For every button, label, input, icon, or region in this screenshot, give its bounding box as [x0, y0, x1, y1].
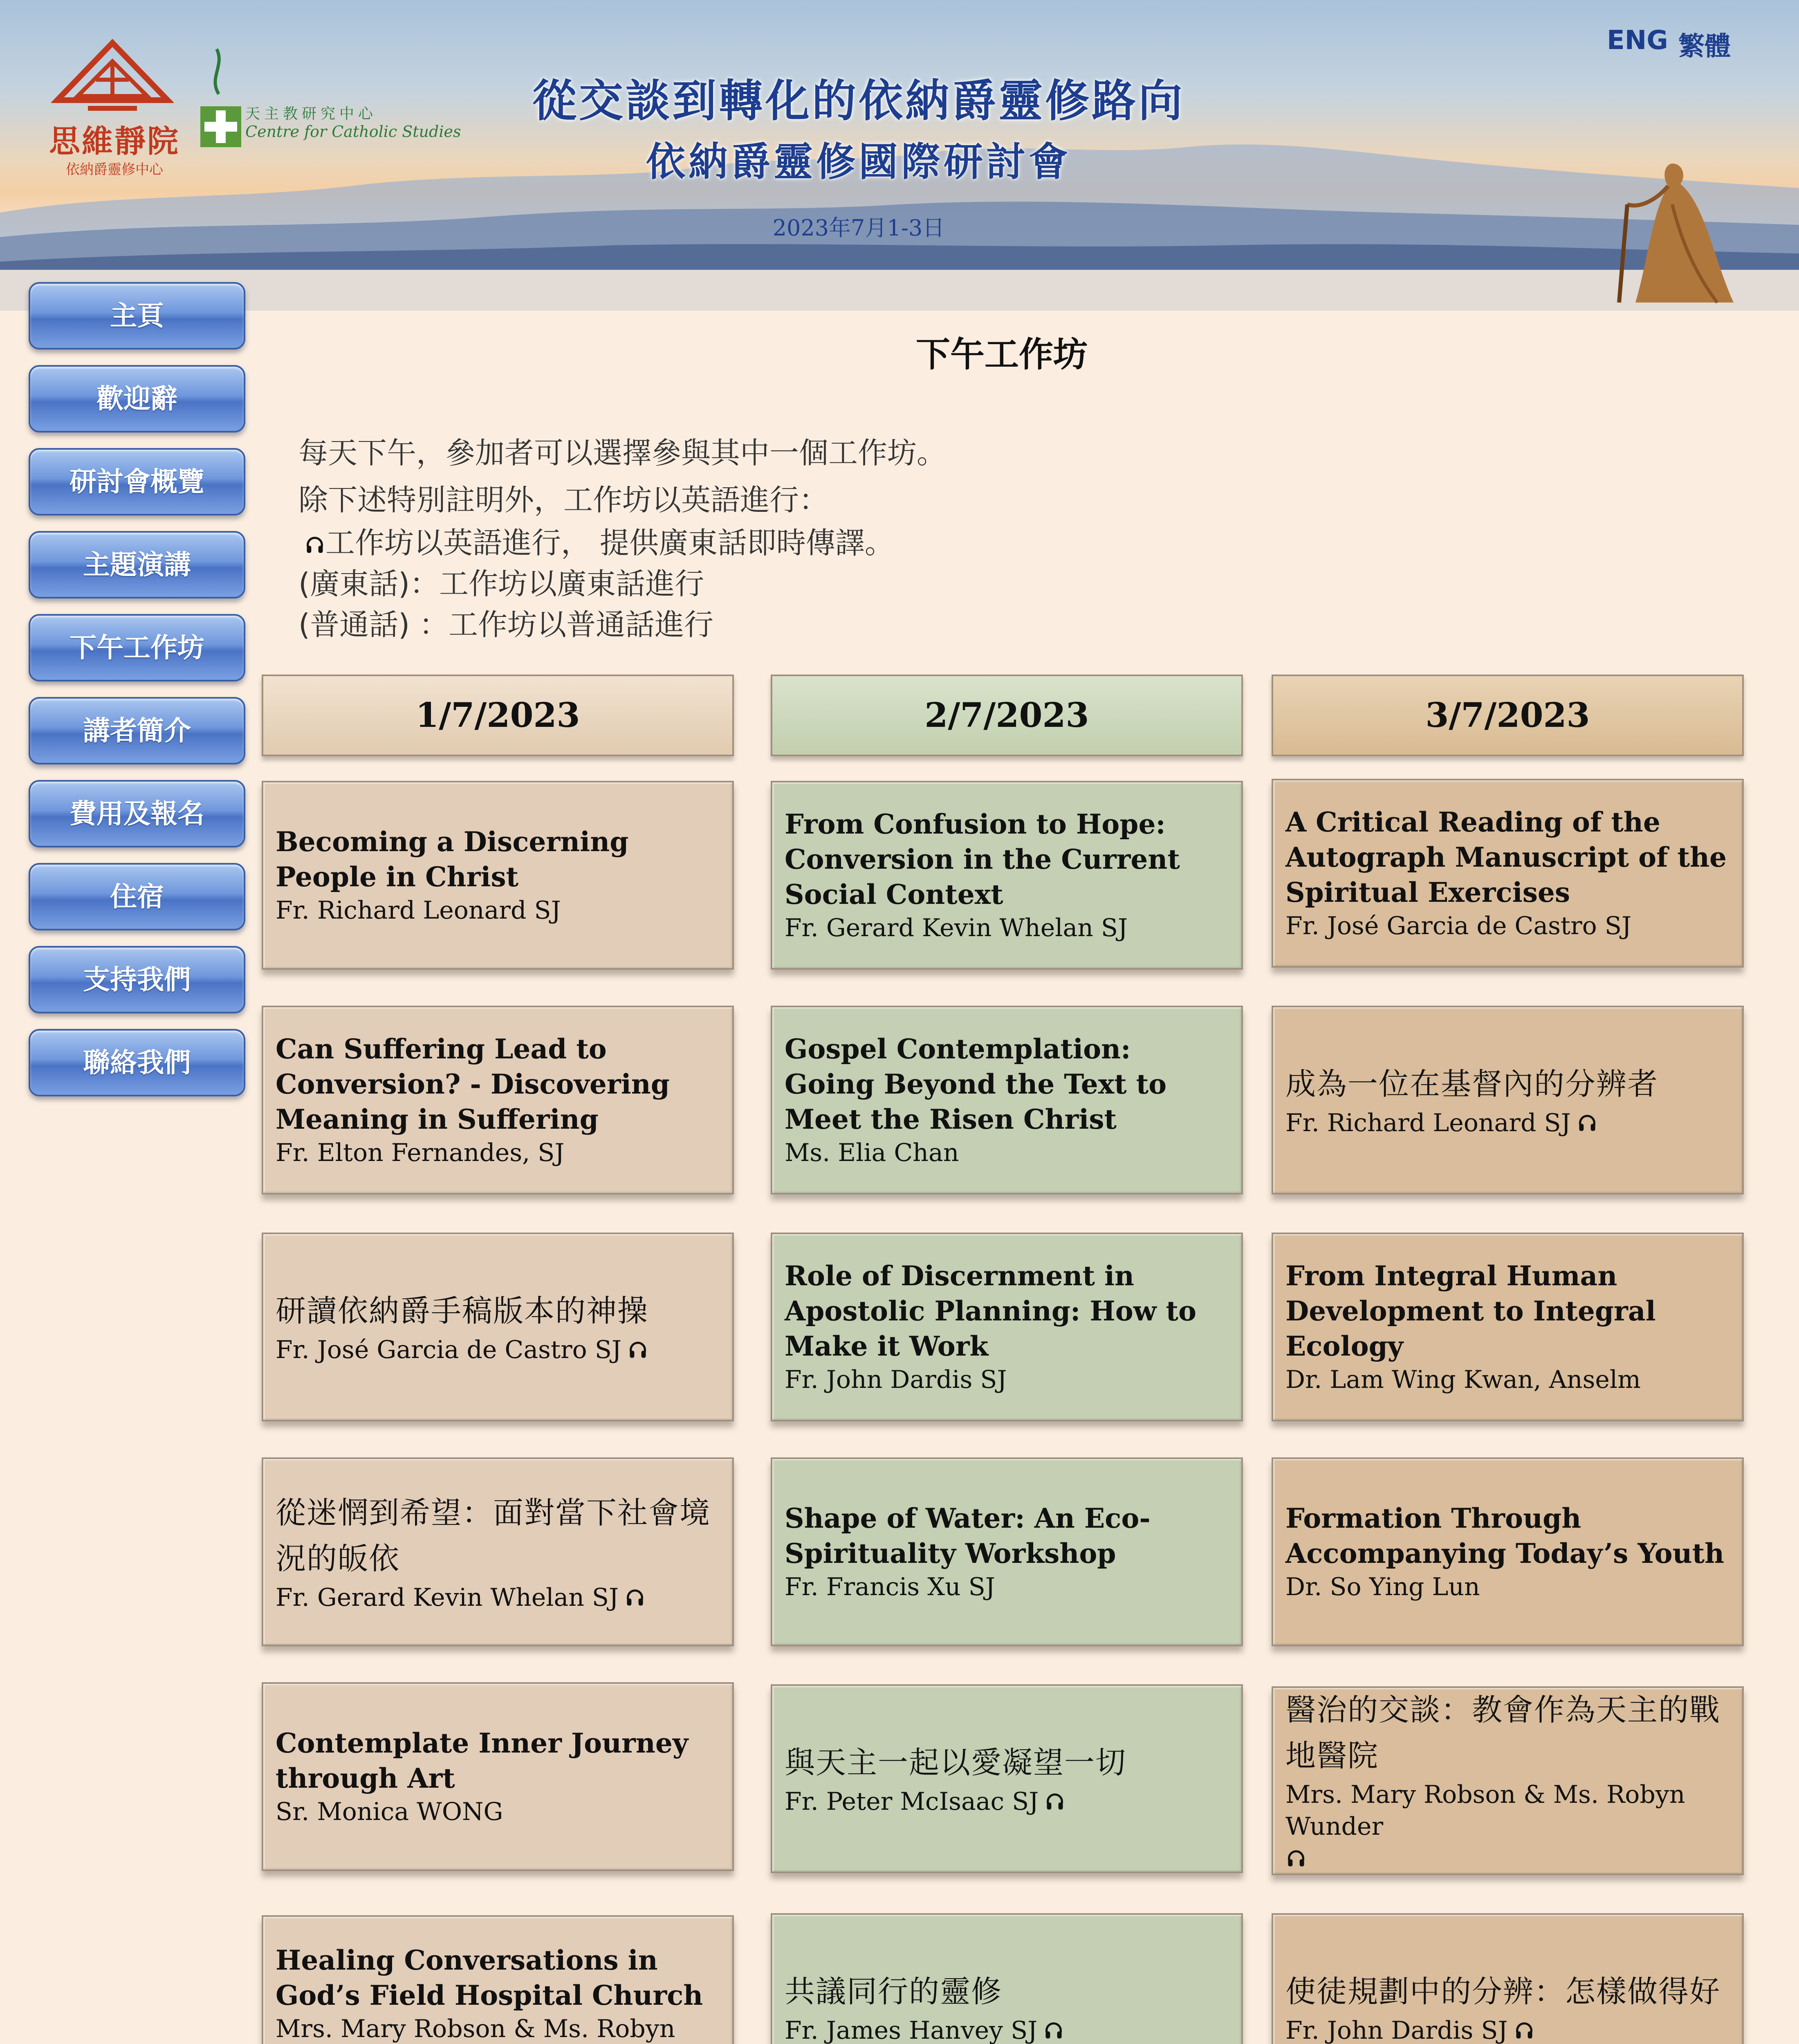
- conference-title: 從交談到轉化的依納爵靈修路向: [532, 75, 1185, 127]
- workshop-speaker: Fr. Gerard Kevin Whelan SJ: [785, 914, 1128, 942]
- page-title: 下午工作坊: [915, 334, 1088, 374]
- workshop-title: Role of Discernment in Apostolic Planning: How to Make it Work: [785, 1260, 1197, 1362]
- conference-date: 2023年7月1-3日: [772, 215, 945, 241]
- workshop-speaker-line: [276, 1334, 720, 1366]
- workshop-title: 共議同行的靈修: [785, 1974, 1002, 2009]
- workshop-card[interactable]: [771, 781, 1243, 970]
- workshop-speaker-line: [785, 1786, 1229, 1818]
- workshop-card[interactable]: [771, 1233, 1243, 1421]
- workshop-title: 醫治的交談：教會作為天主的戰地醫院: [1285, 1692, 1720, 1773]
- intro-line-1: 每天下午，參加者可以選擇參與其中一個工作坊。: [298, 436, 947, 470]
- workshop-title: Healing Conversations in God’s Field Hospital Church: [276, 1944, 703, 2011]
- headphones-icon: [1577, 1109, 1598, 1131]
- workshop-speaker: Dr. Lam Wing Kwan, Anselm: [1285, 1365, 1641, 1394]
- workshop-title: 成為一位在基督內的分辨者: [1285, 1067, 1658, 1102]
- intro-line-5: (普通話) ：工作坊以普通話進行: [298, 607, 714, 642]
- workshop-card[interactable]: [1272, 1686, 1744, 1875]
- workshop-speaker: Fr. Francis Xu SJ: [785, 1573, 995, 1601]
- workshop-title: From Confusion to Hope: Conversion in the Current Social Context: [785, 808, 1180, 910]
- workshop-title: 研讀依納爵手稿版本的神操: [276, 1293, 648, 1329]
- workshop-card[interactable]: [262, 1682, 734, 1871]
- headphones-icon: [1043, 2017, 1064, 2038]
- workshop-speaker: Sr. Monica WONG: [276, 1797, 503, 1826]
- logo-mark-icon: [51, 39, 174, 117]
- pilgrim-figure-icon: [1611, 155, 1750, 311]
- workshop-title: Becoming a Discerning People in Christ: [276, 826, 629, 893]
- workshop-title: 使徒規劃中的分辨：怎樣做得好: [1285, 1974, 1720, 2009]
- intro-line-4: (廣東話)：工作坊以廣東話進行: [298, 567, 704, 601]
- conference-subtitle: 依納爵靈修國際研討會: [646, 139, 1071, 185]
- workshop-card[interactable]: [771, 1457, 1243, 1646]
- workshop-card[interactable]: [771, 1913, 1243, 2044]
- workshop-card[interactable]: [1272, 1233, 1744, 1421]
- headphones-icon: [304, 528, 325, 549]
- workshop-speaker-line: [785, 2015, 1229, 2044]
- logo-ccs-cn: 天主教研究中心: [245, 105, 377, 122]
- workshop-interpretation-line: [1285, 1842, 1730, 1874]
- nav-fees-registration[interactable]: 費用及報名: [29, 780, 245, 847]
- logo-main-subtext: 依納爵靈修中心: [66, 161, 163, 178]
- intro-line-3: [298, 519, 894, 562]
- workshop-speaker: Mrs. Mary Robson & Ms. Robyn Wunder: [1285, 1780, 1685, 1841]
- workshop-card[interactable]: [262, 1233, 734, 1421]
- workshop-card[interactable]: [1272, 1006, 1744, 1195]
- logo-main-text: 思維靜院: [49, 123, 180, 159]
- workshop-speaker: Fr. John Dardis SJ: [1285, 2016, 1508, 2044]
- workshop-card[interactable]: [262, 781, 734, 970]
- workshop-card[interactable]: [771, 1006, 1243, 1195]
- workshop-card[interactable]: [262, 1915, 734, 2044]
- centre-catholic-studies-logo[interactable]: [192, 41, 461, 164]
- spirituality-centre-logo[interactable]: [29, 39, 192, 211]
- workshop-card[interactable]: [771, 1684, 1243, 1873]
- workshop-title: 與天主一起以愛凝望一切: [785, 1745, 1126, 1780]
- workshop-speaker: Mrs. Mary Robson & Ms. Robyn: [276, 2015, 675, 2043]
- workshop-title: From Integral Human Development to Integral Ecology: [1285, 1260, 1656, 1362]
- nav-contact-us[interactable]: 聯絡我們: [29, 1029, 245, 1096]
- headphones-icon: [1285, 1845, 1307, 1866]
- workshop-speaker: Fr. Elton Fernandes, SJ: [276, 1139, 565, 1167]
- workshop-speaker: Fr. John Dardis SJ: [785, 1365, 1007, 1394]
- workshop-speaker: Ms. Elia Chan: [785, 1139, 959, 1167]
- workshop-speaker: Fr. Gerard Kevin Whelan SJ: [276, 1583, 619, 1612]
- logo-ccs-en: Centre for Catholic Studies: [245, 123, 461, 141]
- lang-english-link[interactable]: ENG: [1607, 25, 1668, 56]
- day-3-header: 3/7/2023: [1272, 675, 1744, 756]
- workshop-card[interactable]: [1272, 779, 1744, 968]
- workshop-card[interactable]: [262, 1457, 734, 1646]
- workshop-card[interactable]: [262, 1006, 734, 1195]
- intro-line-2: 除下述特別註明外，工作坊以英語進行：: [298, 483, 829, 517]
- workshop-speaker: Fr. Richard Leonard SJ: [1285, 1109, 1571, 1137]
- workshop-speaker-line: [276, 1582, 720, 1614]
- day-1-header: 1/7/2023: [262, 675, 734, 756]
- workshop-speaker-line: [1285, 1107, 1730, 1139]
- site-header: [0, 0, 1799, 311]
- nav-accommodation[interactable]: 住宿: [29, 863, 245, 930]
- workshop-title: Gospel Contemplation: Going Beyond the Text to Meet the Risen Christ: [785, 1033, 1167, 1135]
- workshop-speaker-line: [1285, 2015, 1730, 2044]
- nav-home[interactable]: 主頁: [29, 282, 245, 350]
- headphones-icon: [1514, 2017, 1535, 2038]
- workshop-title: 從迷惘到希望：面對當下社會境況的皈依: [276, 1495, 711, 1576]
- workshop-title: Formation Through Accompanying Today’s Youth: [1285, 1502, 1725, 1569]
- workshop-title: Can Suffering Lead to Conversion? - Discovering Meaning in Suffering: [276, 1033, 670, 1135]
- nav-keynotes[interactable]: 主題演講: [29, 531, 245, 598]
- nav-overview[interactable]: 研討會概覽: [29, 448, 245, 515]
- day-2-header: 2/7/2023: [771, 675, 1243, 756]
- workshop-card[interactable]: [1272, 1457, 1744, 1646]
- workshop-speaker: Fr. José Garcia de Castro SJ: [276, 1336, 622, 1364]
- workshop-speaker: Fr. José Garcia de Castro SJ: [1285, 912, 1632, 940]
- headphones-icon: [627, 1336, 648, 1358]
- nav-welcome[interactable]: 歡迎辭: [29, 365, 245, 433]
- nav-support-us[interactable]: 支持我們: [29, 946, 245, 1013]
- workshop-speaker: Fr. Peter McIsaac SJ: [785, 1787, 1039, 1816]
- headphones-icon: [1044, 1788, 1065, 1809]
- nav-workshops[interactable]: 下午工作坊: [29, 614, 245, 681]
- nav-speakers[interactable]: 講者簡介: [29, 697, 245, 764]
- workshop-title: A Critical Reading of the Autograph Manuscript of the Spiritual Exercises: [1285, 806, 1727, 908]
- cross-logo-icon: [192, 41, 245, 147]
- workshop-title: Contemplate Inner Journey through Art: [276, 1727, 689, 1794]
- workshop-speaker: Dr. So Ying Lun: [1285, 1573, 1480, 1601]
- headphones-icon: [624, 1584, 646, 1605]
- workshop-speaker: Fr. James Hanvey SJ: [785, 2016, 1038, 2044]
- workshop-card[interactable]: [1272, 1913, 1744, 2044]
- lang-traditional-chinese-link[interactable]: 繁體: [1678, 31, 1731, 62]
- workshop-title: Shape of Water: An Eco-Spirituality Workshop: [785, 1502, 1151, 1569]
- intro-line-3-text: 工作坊以英語進行， 提供廣東話即時傳譯。: [325, 526, 894, 560]
- workshop-speaker: Fr. Richard Leonard SJ: [276, 896, 561, 925]
